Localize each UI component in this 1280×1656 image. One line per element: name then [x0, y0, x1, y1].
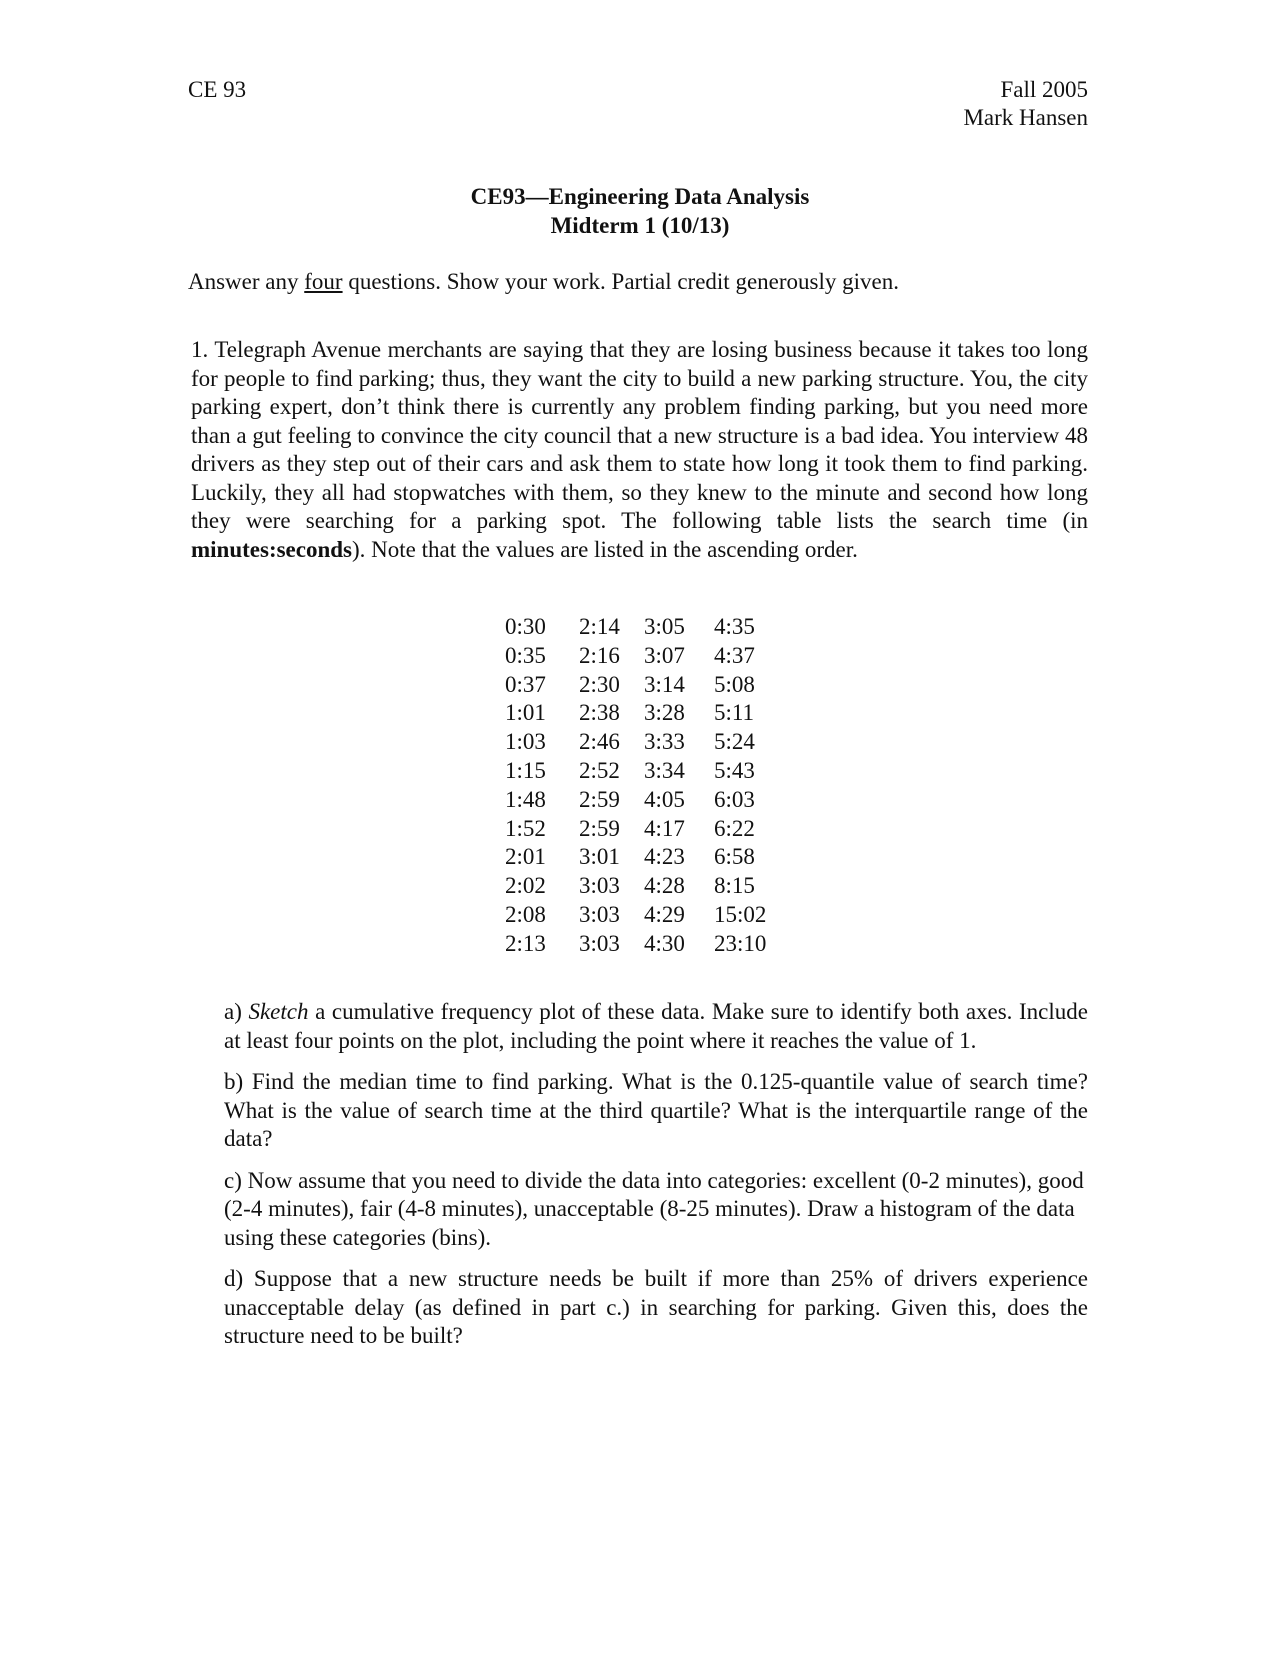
- table-cell: 3:03: [579, 930, 620, 956]
- question-1-text: 1. Telegraph Avenue merchants are saying that they are losing business because it takes too long for people to find parking; thus, they want the city to build a new parking structure. You, the city parking expert, don’t think there is currently any problem finding parking, but you need more than a gut feeling to convince the city council that a new structure is a bad idea. You interview 48 drivers as they step out of their cars and ask them to state how long it took them to find parking. Luckily, they all had stopwatches with them, so they knew to the minute and second how long they were searching for a parking spot. The following table lists the search time (in: [191, 337, 1088, 533]
- table-cell: 3:03: [579, 873, 620, 899]
- table-cell: 6:03: [714, 786, 755, 812]
- table-cell: 4:35: [714, 614, 755, 639]
- table-cell: 5:11: [714, 700, 755, 726]
- part-b: b) Find the median time to find parking. What is the 0.125-quantile value of search time? What is the value of search time at the third quartile? What is the interquartile range of the data?: [224, 1069, 1088, 1151]
- table-cell: 2:59: [579, 815, 620, 841]
- table-cell: 3:01: [579, 844, 620, 870]
- table-row: [502, 901, 778, 930]
- part-a-label: a): [224, 999, 249, 1024]
- table-cell: 5:43: [714, 757, 755, 783]
- table-cell: 2:46: [579, 729, 620, 755]
- table-cell: 2:59: [579, 786, 620, 812]
- table-cell: 2:16: [579, 642, 620, 668]
- table-row: [502, 613, 778, 642]
- table-cell: 6:22: [714, 815, 755, 841]
- table-cell: 1:01: [505, 700, 546, 726]
- table-cell: 4:05: [644, 786, 685, 812]
- table-cell: 2:13: [505, 930, 546, 956]
- table-cell: 4:17: [644, 815, 685, 841]
- table-cell: 1:15: [505, 757, 546, 783]
- table-cell: 2:02: [505, 873, 546, 899]
- part-c: c) Now assume that you need to divide the data into categories: excellent (0-2 minutes), good (2-4 minutes), fair (4-8 minutes), unacceptable (8-25 minutes). Draw a histogram of the data using these categories (bins).: [224, 1167, 1084, 1250]
- table-row: [502, 671, 778, 700]
- table-row: [502, 757, 778, 786]
- table-row: [502, 786, 778, 815]
- table-cell: 2:08: [505, 901, 546, 927]
- table-cell: 6:58: [714, 844, 755, 870]
- term: Fall 2005: [1000, 77, 1088, 102]
- part-d: d) Suppose that a new structure needs be built if more than 25% of drivers experience unacceptable delay (as defined in part c.) in searching for parking. Given this, does the structure need to be built?: [224, 1266, 1088, 1348]
- title-line-1: CE93—Engineering Data Analysis: [470, 184, 810, 209]
- table-cell: 3:07: [644, 642, 685, 668]
- table-cell: 23:10: [714, 930, 767, 956]
- table-cell: 1:03: [505, 729, 546, 755]
- table-row: [502, 872, 778, 901]
- table-cell: 1:48: [505, 786, 546, 812]
- table-cell: 0:37: [505, 671, 546, 697]
- table-row: [502, 930, 778, 959]
- table-cell: 5:08: [714, 671, 755, 697]
- table-cell: 3:34: [644, 757, 685, 783]
- table-cell: 5:24: [714, 729, 755, 755]
- table-cell: 2:38: [579, 700, 620, 726]
- table-row: [502, 699, 778, 728]
- table-cell: 2:01: [505, 844, 546, 870]
- table-cell: 3:03: [579, 901, 620, 927]
- table-cell: 15:02: [714, 901, 767, 927]
- search-time-table: [502, 613, 778, 959]
- table-cell: 4:37: [714, 642, 755, 668]
- course-code: CE 93: [188, 77, 247, 102]
- question-1-units: minutes:seconds: [191, 536, 353, 562]
- part-a: [224, 998, 1088, 1055]
- part-a-italic: Sketch: [248, 999, 309, 1024]
- table-row: [502, 728, 778, 757]
- table-row: [502, 642, 778, 671]
- table-cell: 4:30: [644, 930, 685, 956]
- table-cell: 2:30: [579, 671, 620, 697]
- table-row: [502, 815, 778, 844]
- question-1-parts: [224, 998, 1088, 1364]
- table-cell: 3:28: [644, 700, 685, 726]
- question-1: [191, 336, 1088, 564]
- table-cell: 4:28: [644, 873, 685, 899]
- table-cell: 2:14: [579, 614, 620, 639]
- instructions-emphasis: four: [304, 269, 343, 294]
- exam-title: [0, 182, 1280, 240]
- instructions-after: questions. Show your work. Partial credit generously given.: [342, 269, 899, 294]
- table-cell: 4:23: [644, 844, 685, 870]
- title-line-2: Midterm 1 (10/13): [550, 213, 730, 238]
- table-cell: 4:29: [644, 901, 685, 927]
- question-1-text-end: ). Note that the values are listed in the ascending order.: [352, 536, 858, 562]
- table-row: [502, 843, 778, 872]
- table-cell: 0:35: [505, 642, 546, 668]
- instructions-before: Answer any: [188, 269, 305, 294]
- part-a-text: a cumulative frequency plot of these data. Make sure to identify both axes. Include at least four points on the plot, including the point where it reaches the value of 1.: [224, 999, 1088, 1053]
- table-cell: 8:15: [714, 873, 755, 899]
- table-cell: 3:14: [644, 671, 685, 697]
- table-cell: 2:52: [579, 757, 620, 783]
- table-cell: 1:52: [505, 815, 546, 841]
- header-right: [963, 76, 1088, 132]
- table-cell: 3:33: [644, 729, 685, 755]
- table-cell: 3:05: [644, 614, 685, 639]
- search-time-table-body: [502, 613, 778, 959]
- instructions: [188, 268, 899, 296]
- instructor: Mark Hansen: [963, 105, 1088, 130]
- table-cell: 0:30: [505, 614, 546, 639]
